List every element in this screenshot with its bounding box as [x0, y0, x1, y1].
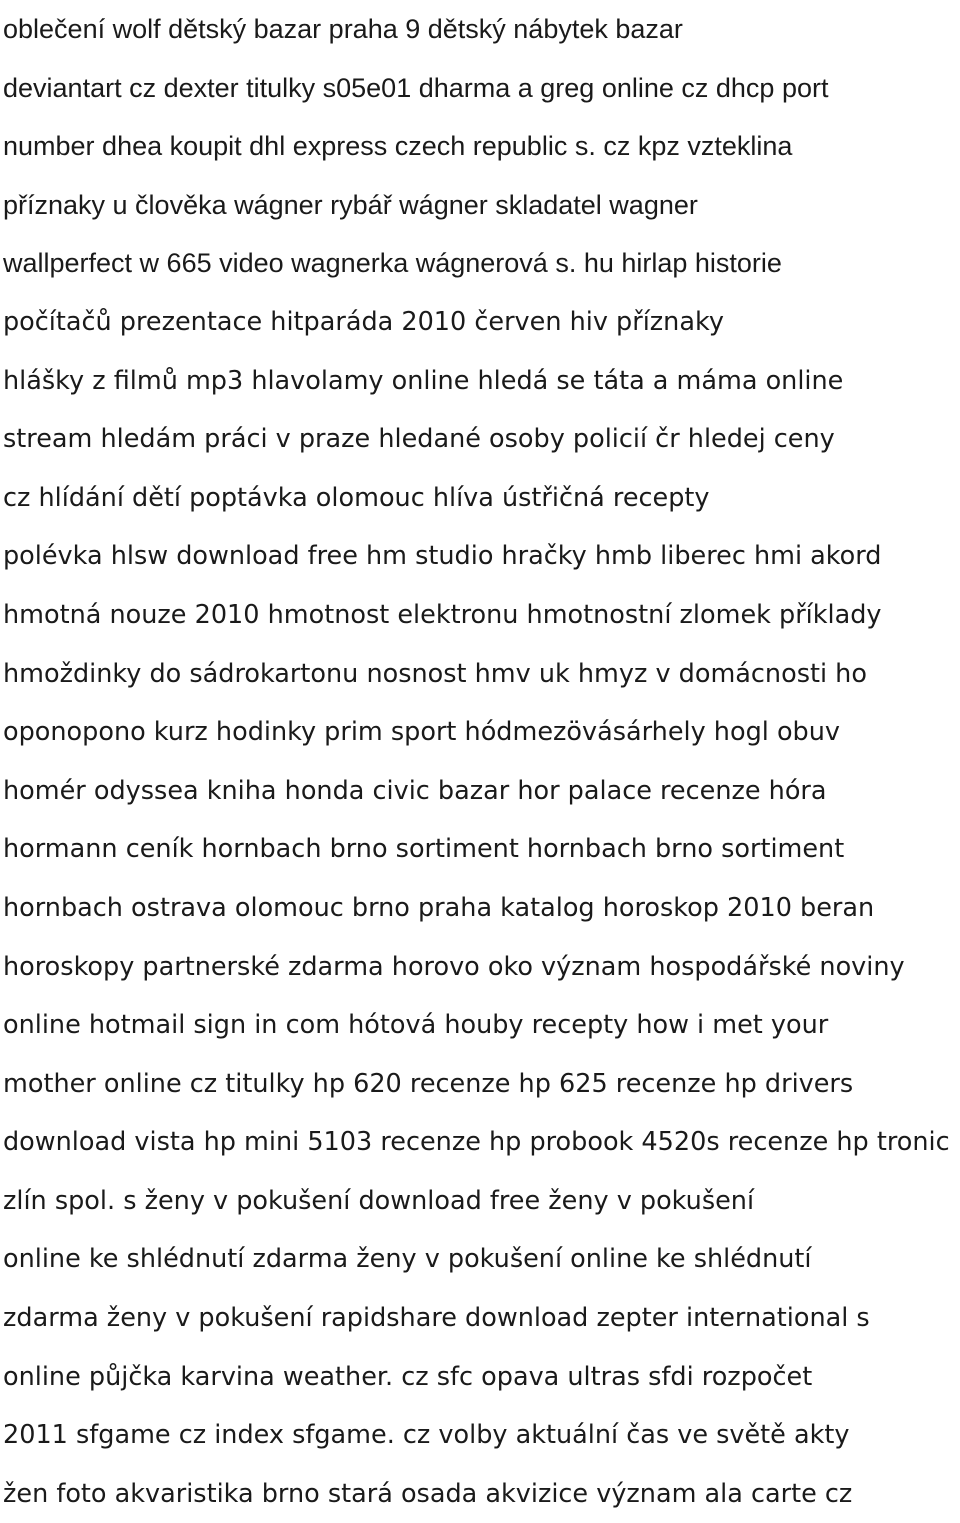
text-line-20: download vista hp mini 5103 recenze hp probook 4520s recenze hp tronic: [3, 1127, 950, 1158]
text-line-5: wallperfect w 665 video wagnerka wágnerová s. hu hirlap historie: [3, 248, 782, 279]
text-line-24: online půjčka karvina weather. cz sfc opava ultras sfdi rozpočet: [3, 1361, 813, 1392]
text-line-2: deviantart cz dexter titulky s05e01 dharma a greg online cz dhcp port: [3, 72, 829, 103]
text-line-14: homér odyssea kniha honda civic bazar hor palace recenze hóra: [3, 775, 827, 806]
text-line-23: zdarma ženy v pokušení rapidshare download zepter international s: [3, 1303, 870, 1334]
text-line-19: mother online cz titulky hp 620 recenze hp 625 recenze hp drivers: [3, 1068, 854, 1099]
text-line-21: zlín spol. s ženy v pokušení download free ženy v pokušení: [3, 1185, 755, 1216]
text-line-16: hornbach ostrava olomouc brno praha katalog horoskop 2010 beran: [3, 892, 875, 923]
text-line-1: oblečení wolf dětský bazar praha 9 dětský nábytek bazar: [3, 14, 683, 44]
text-line-17: horoskopy partnerské zdarma horovo oko význam hospodářské noviny: [3, 951, 905, 982]
text-line-8: stream hledám práci v praze hledané osoby policií čr hledej ceny: [3, 424, 835, 455]
text-line-13: oponopono kurz hodinky prim sport hódmezövásárhely hogl obuv: [3, 717, 840, 748]
text-line-26: žen foto akvaristika brno stará osada akvizice význam ala carte cz: [3, 1478, 853, 1509]
text-line-10: polévka hlsw download free hm studio hračky hmb liberec hmi akord: [3, 541, 882, 572]
text-line-3: number dhea koupit dhl express czech republic s. cz kpz vzteklina: [3, 131, 793, 162]
text-line-11: hmotná nouze 2010 hmotnost elektronu hmotnostní zlomek příklady: [3, 599, 882, 630]
text-line-15: hormann ceník hornbach brno sortiment hornbach brno sortiment: [3, 834, 845, 865]
text-line-12: hmoždinky do sádrokartonu nosnost hmv uk hmyz v domácnosti ho: [3, 658, 867, 689]
text-line-25: 2011 sfgame cz index sfgame. cz volby aktuální čas ve světě akty: [3, 1420, 850, 1451]
text-line-22: online ke shlédnutí zdarma ženy v pokušení online ke shlédnutí: [3, 1244, 812, 1275]
text-line-4: příznaky u člověka wágner rybář wágner skladatel wagner: [3, 189, 698, 220]
text-line-9: cz hlídání dětí poptávka olomouc hlíva ústřičná recepty: [3, 482, 710, 513]
text-line-7: hlášky z filmů mp3 hlavolamy online hledá se táta a máma online: [3, 365, 844, 396]
text-line-18: online hotmail sign in com hótová houby recepty how i met your: [3, 1010, 829, 1041]
text-line-6: počítačů prezentace hitparáda 2010 červen hiv příznaky: [3, 306, 724, 337]
